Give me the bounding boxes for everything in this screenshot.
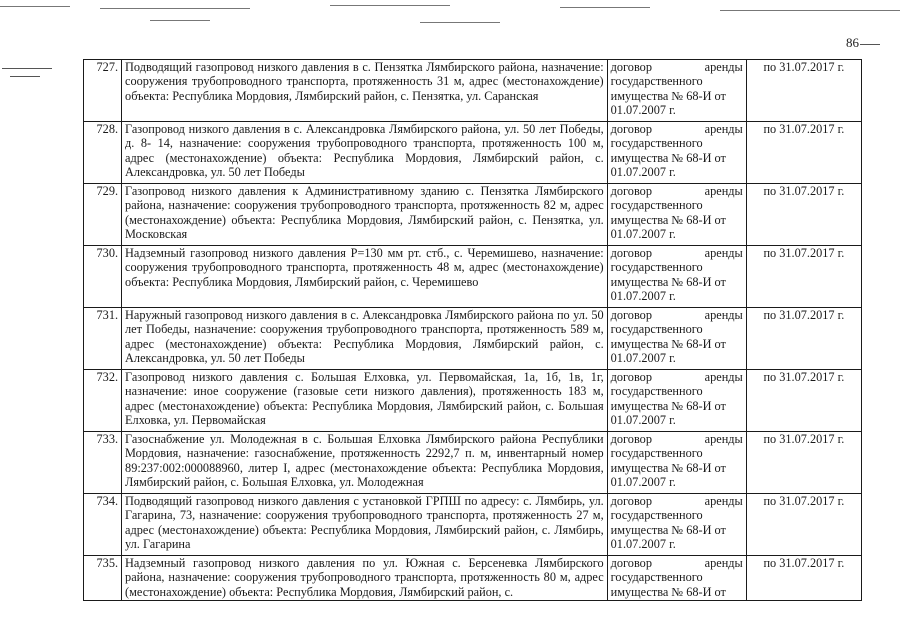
basis-first-line — [611, 308, 743, 322]
basis-rest: государственного имущества № 68-И от 01.07.2007 г. — [610, 198, 726, 241]
basis-first-line — [611, 494, 743, 508]
basis-word-contract: договор — [610, 556, 652, 570]
property-register-table — [83, 59, 862, 601]
table-row — [84, 370, 862, 432]
basis-cell — [607, 246, 746, 308]
margin-mark — [10, 76, 40, 77]
basis-word-lease: аренды — [704, 60, 743, 74]
margin-mark — [2, 68, 52, 69]
basis-first-line — [611, 556, 743, 570]
row-number: 733. — [84, 432, 122, 494]
row-number: 731. — [84, 308, 122, 370]
basis-first-line — [611, 246, 743, 260]
basis-word-lease: аренды — [704, 370, 743, 384]
table-row — [84, 122, 862, 184]
table-row — [84, 556, 862, 601]
basis-rest: государственного имущества № 68-И от 01.07.2007 г. — [610, 74, 726, 117]
term-cell: по 31.07.2017 г. — [746, 122, 861, 184]
object-description: Подводящий газопровод низкого давления в с. Пензятка Лямбирского района, назначение: сооружения трубопроводного транспорта, протяженность 31 м, адрес (местонахождение) объекта: Республика Мордовия, Лямбирский район, с. Пензятка, ул. Саранская — [122, 60, 608, 122]
basis-word-lease: аренды — [704, 308, 743, 322]
basis-cell — [607, 184, 746, 246]
object-description: Газоснабжение ул. Молодежная в с. Большая Елховка Лямбирского района Республики Мордовия, назначение: газоснабжение, протяженность 2292,7 п. м, инвентарный номер 89:237:002:000088960, литер I, адрес (местонахождение объекта: Республика Мордовия, Лямбирский район, с. Большая Елховка, ул. Молодежная — [122, 432, 608, 494]
basis-cell — [607, 60, 746, 122]
basis-cell — [607, 494, 746, 556]
table-row — [84, 184, 862, 246]
term-cell: по 31.07.2017 г. — [746, 308, 861, 370]
basis-word-contract: договор — [610, 432, 652, 446]
table-row — [84, 246, 862, 308]
object-description: Газопровод низкого давления к Административному зданию с. Пензятка Лямбирского района, назначение: сооружения трубопроводного транспорта, протяженность 82 м, адрес (местонахождение) объекта: Республика Мордовия, Лямбирский район, с. Пензятка, ул. Московская — [122, 184, 608, 246]
row-number: 735. — [84, 556, 122, 601]
table-row — [84, 308, 862, 370]
page-number-underline — [860, 44, 880, 45]
basis-rest: государственного имущества № 68-И от 01.07.2007 г. — [610, 508, 726, 551]
basis-word-contract: договор — [610, 184, 652, 198]
basis-word-lease: аренды — [704, 184, 743, 198]
basis-rest: государственного имущества № 68-И от 01.07.2007 г. — [610, 446, 726, 489]
row-number: 734. — [84, 494, 122, 556]
basis-first-line — [611, 432, 743, 446]
basis-word-lease: аренды — [704, 246, 743, 260]
scan-artifacts — [0, 0, 905, 40]
row-number: 727. — [84, 60, 122, 122]
basis-first-line — [611, 122, 743, 136]
basis-cell — [607, 556, 746, 601]
basis-word-lease: аренды — [704, 122, 743, 136]
term-cell: по 31.07.2017 г. — [746, 494, 861, 556]
object-description: Газопровод низкого давления в с. Александровка Лямбирского района, ул. 50 лет Победы, д. 8- 14, назначение: сооружения трубопроводного транспорта, протяженность 100 м, адрес (местонахождение) объекта: Республика Мордовия, Лямбирский район, с. Александровка, ул. 50 лет Победы — [122, 122, 608, 184]
table-row — [84, 432, 862, 494]
basis-word-contract: договор — [610, 122, 652, 136]
basis-word-contract: договор — [610, 60, 652, 74]
object-description: Газопровод низкого давления с. Большая Елховка, ул. Первомайская, 1а, 1б, 1в, 1г, назначение: иное сооружение (газовые сети низкого давления), протяженность 183 м, адрес (местонахождение) объекта: Республика Мордовия, Лямбирский район, с. Большая Елховка, ул. Первомайская — [122, 370, 608, 432]
basis-rest: государственного имущества № 68-И от 01.07.2007 г. — [610, 260, 726, 303]
table-row — [84, 494, 862, 556]
term-cell: по 31.07.2017 г. — [746, 60, 861, 122]
term-cell: по 31.07.2017 г. — [746, 184, 861, 246]
basis-word-lease: аренды — [704, 432, 743, 446]
basis-first-line — [611, 60, 743, 74]
basis-rest: государственного имущества № 68-И от — [610, 570, 726, 599]
basis-first-line — [611, 370, 743, 384]
row-number: 730. — [84, 246, 122, 308]
row-number: 728. — [84, 122, 122, 184]
basis-first-line — [611, 184, 743, 198]
term-cell: по 31.07.2017 г. — [746, 432, 861, 494]
basis-word-contract: договор — [610, 308, 652, 322]
basis-rest: государственного имущества № 68-И от 01.07.2007 г. — [610, 136, 726, 179]
basis-word-contract: договор — [610, 246, 652, 260]
row-number: 732. — [84, 370, 122, 432]
table-row — [84, 60, 862, 122]
object-description: Подводящий газопровод низкого давления с установкой ГРПШ по адресу: с. Лямбирь, ул. Гагарина, 73, назначение: сооружения трубопроводного транспорта, протяженность 27 м, адрес (местонахождение) объекта: Республика Мордовия, Лямбирский район, с. Лямбирь, ул. Гагарина — [122, 494, 608, 556]
table-body — [84, 60, 862, 601]
basis-cell — [607, 432, 746, 494]
object-description: Надземный газопровод низкого давления Р=130 мм рт. стб., с. Черемишево, назначение: сооружения трубопроводного транспорта, протяженность 48 м, адрес (местонахождение) объекта: Республика Мордовия, Лямбирский район, с. Черемишево — [122, 246, 608, 308]
basis-cell — [607, 308, 746, 370]
basis-cell — [607, 122, 746, 184]
basis-word-contract: договор — [610, 494, 652, 508]
term-cell: по 31.07.2017 г. — [746, 246, 861, 308]
page-number: 86 — [846, 35, 859, 50]
object-description: Надземный газопровод низкого давления по ул. Южная с. Берсеневка Лямбирского района, назначение: сооружения трубопроводного транспорта, протяженность 80 м, адрес (местонахождение) объекта: Республика Мордовия, Лямбирский район, с. — [122, 556, 608, 601]
basis-word-contract: договор — [610, 370, 652, 384]
basis-rest: государственного имущества № 68-И от 01.07.2007 г. — [610, 322, 726, 365]
basis-word-lease: аренды — [704, 556, 743, 570]
basis-rest: государственного имущества № 68-И от 01.07.2007 г. — [610, 384, 726, 427]
object-description: Наружный газопровод низкого давления в с. Александровка Лямбирского района по ул. 50 лет Победы, назначение: сооружения трубопроводного транспорта, протяженность 589 м, адрес (местонахождение) объекта: Республика Мордовия, Лямбирский район, с. Александровка, ул. 50 лет Победы — [122, 308, 608, 370]
row-number: 729. — [84, 184, 122, 246]
term-cell: по 31.07.2017 г. — [746, 370, 861, 432]
term-cell: по 31.07.2017 г. — [746, 556, 861, 601]
basis-word-lease: аренды — [704, 494, 743, 508]
basis-cell — [607, 370, 746, 432]
